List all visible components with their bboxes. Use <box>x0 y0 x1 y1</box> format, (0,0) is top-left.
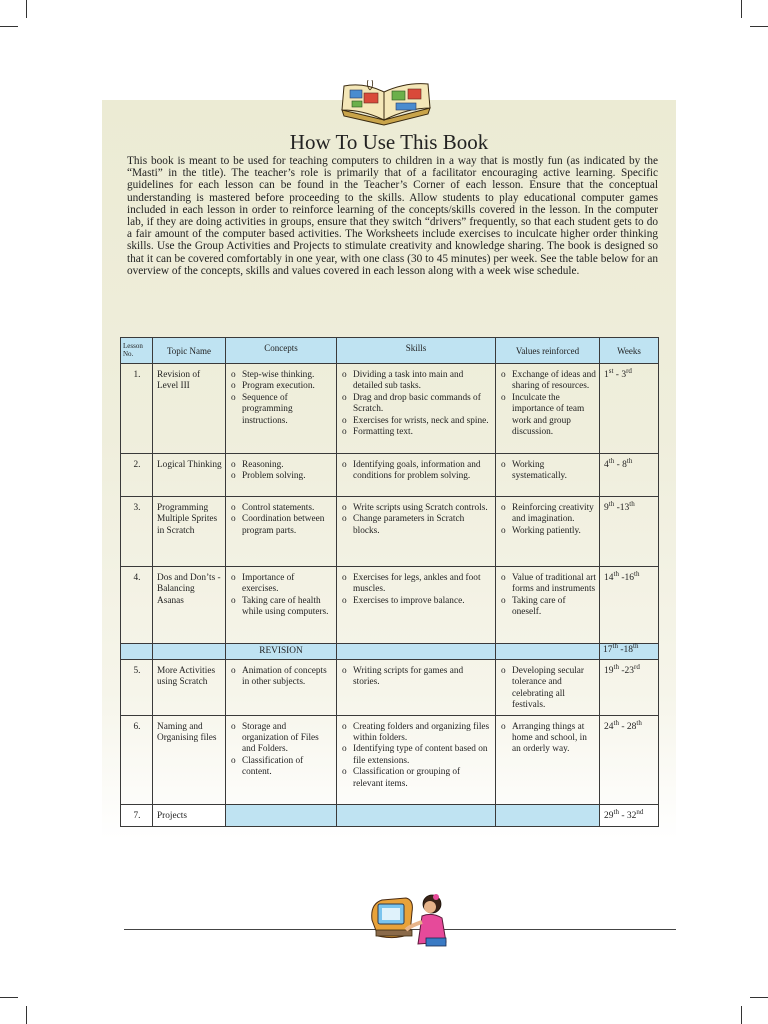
header-weeks: Weeks <box>600 338 659 364</box>
skill-item: o Identifying goals, information and conditions for problem solving. <box>341 460 492 483</box>
value-list <box>500 573 596 619</box>
header-topic: Topic Name <box>153 338 226 364</box>
skills-cell <box>337 364 496 454</box>
header-lesson-label: Lesson <box>123 342 143 350</box>
concept-item: o Importance of exercises. <box>230 573 333 596</box>
skill-item: o Write scripts using Scratch controls. <box>341 503 492 514</box>
revision-cell <box>153 644 226 660</box>
weeks-cell <box>600 497 659 567</box>
concept-item: o Reasoning. <box>230 460 333 471</box>
week-to: 13 <box>619 503 630 513</box>
values-cell <box>496 567 600 644</box>
week-from: 4 <box>604 460 609 470</box>
values-cell <box>496 497 600 567</box>
header-lesson-no <box>121 338 153 364</box>
topic-name: Logical Thinking <box>153 454 226 497</box>
lesson-number: 3. <box>121 497 153 567</box>
value-list <box>500 460 596 483</box>
week-from-suffix: th <box>612 642 618 650</box>
topic-name: Programming Multiple Sprites in Scratch <box>153 497 226 567</box>
skill-list <box>341 573 492 607</box>
week-from-suffix: th <box>613 663 619 671</box>
concept-list <box>230 722 333 779</box>
revision-row <box>121 644 659 660</box>
week-to: 16 <box>624 573 634 583</box>
values-cell <box>496 715 600 804</box>
kid-at-computer-icon <box>366 890 452 948</box>
week-to-suffix: th <box>629 500 635 508</box>
concept-list <box>230 573 333 619</box>
weeks-cell <box>600 567 659 644</box>
skill-list <box>341 370 492 438</box>
lesson-row <box>121 364 659 454</box>
crop-mark <box>741 0 742 18</box>
week-to: 18 <box>623 645 633 655</box>
concept-item: o Control statements. <box>230 503 333 514</box>
week-to: 8 <box>622 460 627 470</box>
projects-row <box>121 804 659 826</box>
lesson-number: 6. <box>121 715 153 804</box>
header-concepts: Concepts <box>226 338 337 364</box>
week-to-suffix: th <box>626 457 633 465</box>
skills-cell <box>337 715 496 804</box>
skills-cell <box>337 660 496 716</box>
lesson-number: 4. <box>121 567 153 644</box>
concept-list <box>230 666 333 689</box>
concept-list <box>230 460 333 483</box>
values-cell <box>496 660 600 716</box>
skill-item: o Drag and drop basic commands of Scratch. <box>341 393 492 416</box>
skill-item: o Exercises to improve balance. <box>341 596 492 607</box>
skill-item: o Creating folders and organizing files within folders. <box>341 722 492 745</box>
concept-item: o Classification of content. <box>230 756 333 779</box>
crop-mark <box>0 997 18 998</box>
topic-name: Revision of Level III <box>153 364 226 454</box>
value-item: o Working systematically. <box>500 460 596 483</box>
skill-list <box>341 460 492 483</box>
week-to: 32 <box>626 810 637 821</box>
week-to-suffix: rd <box>634 663 640 671</box>
week-to-suffix: th <box>636 718 642 727</box>
skill-item: o Formatting text. <box>341 427 492 438</box>
week-from: 14 <box>604 573 614 583</box>
crop-mark <box>26 1006 27 1024</box>
concepts-cell <box>226 567 337 644</box>
value-item: o Working patiently. <box>500 526 596 537</box>
week-to: 23 <box>624 666 634 676</box>
concept-list <box>230 503 333 537</box>
week-from-suffix: th <box>608 500 615 508</box>
lesson-number: 2. <box>121 454 153 497</box>
topic-name: Naming and Organising files <box>153 715 226 804</box>
table-header-row <box>121 338 659 364</box>
concept-item: o Storage and organization of Files and Folders. <box>230 722 333 756</box>
skill-item: o Exercises for wrists, neck and spine. <box>341 416 492 427</box>
week-from: 19 <box>604 666 614 676</box>
values-cell <box>496 364 600 454</box>
week-to-suffix: th <box>634 570 640 578</box>
concept-list <box>230 370 333 427</box>
crop-mark <box>750 26 768 27</box>
week-separator: - <box>614 503 620 513</box>
week-from: 24 <box>604 721 614 732</box>
value-item: o Arranging things at home and school, in an orderly way. <box>500 722 596 756</box>
values-cell <box>496 454 600 497</box>
values-cell <box>496 804 600 826</box>
skills-cell <box>337 497 496 567</box>
concept-item: o Program execution. <box>230 381 333 392</box>
page-title: How To Use This Book <box>289 130 489 154</box>
skill-item: o Change parameters in Scratch blocks. <box>341 514 492 537</box>
concept-item: o Problem solving. <box>230 471 333 482</box>
concepts-cell <box>226 364 337 454</box>
value-list <box>500 503 596 537</box>
lesson-row <box>121 497 659 567</box>
concept-item: o Animation of concepts in other subjects. <box>230 666 333 689</box>
skill-item: o Exercises for legs, ankles and foot muscles. <box>341 573 492 596</box>
skill-item: o Writing scripts for games and stories. <box>341 666 492 689</box>
weeks-cell <box>600 454 659 497</box>
topic-name: Dos and Don’ts - Balancing Asanas <box>153 567 226 644</box>
week-from-suffix: th <box>613 570 619 578</box>
crop-mark <box>741 1006 742 1024</box>
skill-item: o Identifying type of content based on file extensions. <box>341 744 492 767</box>
week-separator: - <box>618 810 627 821</box>
week-to-suffix: rd <box>626 367 632 375</box>
concepts-cell <box>226 804 337 826</box>
week-from-suffix: st <box>608 367 614 375</box>
value-item: o Reinforcing creativity and imagination. <box>500 503 596 526</box>
week-separator: - <box>618 573 625 583</box>
week-to: 28 <box>626 721 637 732</box>
week-to-suffix: th <box>633 642 639 650</box>
skill-list <box>341 503 492 537</box>
skill-item: o Classification or grouping of relevant items. <box>341 767 492 790</box>
topic-name: More Activities using Scratch <box>153 660 226 716</box>
week-from-suffix: th <box>608 457 615 465</box>
week-separator: - <box>617 645 624 655</box>
schedule-body <box>121 364 659 827</box>
crop-mark <box>750 997 768 998</box>
value-item: o Developing secular tolerance and celebrating all festivals. <box>500 666 596 712</box>
week-separator: - <box>613 370 622 380</box>
value-list <box>500 722 596 756</box>
lesson-row <box>121 660 659 716</box>
concept-item: o Coordination between program parts. <box>230 514 333 537</box>
skill-item: o Dividing a task into main and detailed sub tasks. <box>341 370 492 393</box>
week-separator: - <box>618 721 627 732</box>
topic-name: Projects <box>153 804 226 826</box>
skills-cell <box>337 804 496 826</box>
concepts-cell <box>226 497 337 567</box>
crop-mark <box>0 26 18 27</box>
header-skills: Skills <box>337 338 496 364</box>
value-list <box>500 370 596 438</box>
week-separator: - <box>618 666 625 676</box>
header-no-label: No. <box>123 349 134 358</box>
lesson-number: 5. <box>121 660 153 716</box>
value-item: o Inculcate the importance of team work and group discussion. <box>500 393 596 439</box>
header-values: Values reinforced <box>496 338 600 364</box>
concept-item: o Step-wise thinking. <box>230 370 333 381</box>
weeks-cell <box>600 715 659 804</box>
week-to: 3 <box>621 370 627 380</box>
lesson-row <box>121 715 659 804</box>
concept-item: o Taking care of health while using computers. <box>230 596 333 619</box>
week-to-suffix: nd <box>636 807 644 816</box>
week-from: 29 <box>604 810 614 821</box>
week-from-suffix: th <box>613 807 619 816</box>
value-list <box>500 666 596 712</box>
skill-list <box>341 666 492 689</box>
skills-cell <box>337 454 496 497</box>
concept-item: o Sequence of programming instructions. <box>230 393 333 427</box>
concepts-cell <box>226 715 337 804</box>
concepts-cell <box>226 660 337 716</box>
weeks-cell <box>600 804 659 826</box>
revision-cell <box>337 644 496 660</box>
open-book-icon <box>338 80 434 126</box>
lesson-row <box>121 567 659 644</box>
value-item: o Taking care of oneself. <box>500 596 596 619</box>
crop-mark <box>26 0 27 18</box>
value-item: o Exchange of ideas and sharing of resources. <box>500 370 596 393</box>
lesson-number: 7. <box>121 804 153 826</box>
lesson-number: 1. <box>121 364 153 454</box>
lesson-row <box>121 454 659 497</box>
week-from: 9 <box>604 503 609 513</box>
revision-label: REVISION <box>226 644 337 660</box>
week-from: 17 <box>603 645 613 655</box>
lesson-schedule-table <box>120 337 659 827</box>
skill-list <box>341 722 492 790</box>
week-from: 1 <box>604 370 609 380</box>
skills-cell <box>337 567 496 644</box>
revision-cell <box>496 644 600 660</box>
revision-cell <box>121 644 153 660</box>
value-item: o Value of traditional art forms and instruments <box>500 573 596 596</box>
weeks-cell <box>600 364 659 454</box>
weeks-cell <box>600 644 659 660</box>
week-from-suffix: th <box>613 718 619 727</box>
week-separator: - <box>614 460 623 470</box>
intro-paragraph: This book is meant to be used for teaching computers to children in a way that is mostly fun (as indicated by the “Masti” in the title). The teacher’s role is primarily that of a facilitator encouraging active learning. Specific guidelines for each lesson can be found in the Teacher’s Corner of each lesson. Ensure that the conceptual understanding is mastered before proceeding to the skills. Allow students to play educational computer games included in each lesson in order to reinforce learning of the concepts/skills covered in the lesson. In the computer lab, if they are doing activities in groups, ensure that they switch “drivers” frequently, so that each student gets to do a fair amount of the computer based activities. The Worksheets include exercises to inculcate higher order thinking skills. Use the Group Activities and Projects to stimulate creativity and knowledge sharing. The book is designed so that it can be covered comfortably in one year, with one class (30 to 45 minutes) per week. See the table below for an overview of the concepts, skills and values covered in each lesson along with a week wise schedule. <box>127 155 658 277</box>
concepts-cell <box>226 454 337 497</box>
weeks-cell <box>600 660 659 716</box>
